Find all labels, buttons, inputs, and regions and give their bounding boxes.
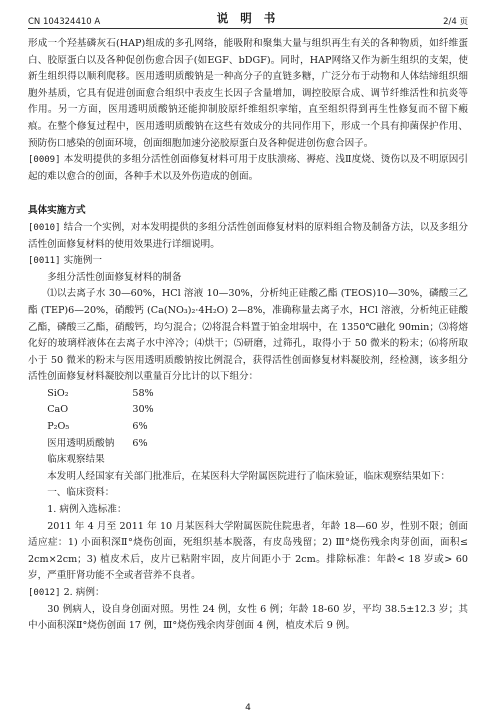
paragraph-number: [0010]: [28, 222, 61, 233]
paragraph-text: 实施例一: [63, 255, 102, 267]
clinical-intro: 本发明人经国家有关部门批准后，在某医科大学附属医院进行了临床验证，临床观察结果如下：: [47, 470, 451, 482]
section-heading: 具体实施方式: [28, 205, 86, 217]
cases-text: 30 例病人，设自身创面对照。男性 24 例，女性 6 例；年龄 18-60 岁，平均 38.5±12.3 岁；其中小面积深Ⅱ°烧伤创面 17 例，Ⅲ°烧伤残余肉芽创面 4 例，植皮术后 9 例。: [28, 603, 468, 632]
prep-text: ⑴以去离子水 30—60%，HCl 溶液 10—30%，分析纯正硅酸乙酯 (TEOS)10—30%，磷酸三乙酯 (TEP)6—20%，硝酸钙 (Ca(NO₃)₂·4H₂O) 2—8%，准确称量去离子水，HCl 溶液，分析纯正硅酸乙酯，磷酸三乙酯，硝酸钙，均匀混合；⑵将混合料置于铂金坩埚中，在 1350℃融化 90min；⑶将熔化好的玻璃样液体在去离子水中淬冷；⑷烘干；⑸研磨，过筛孔，取得小于 50 微米的粉末；⑹将所取小于 50 微米的粉末与医用透明质酸钠按比例混合，获得活性创面修复材料凝胶剂，经检测，该多组分活性创面修复材料凝胶剂以重量百分比计的以下组分：: [28, 288, 468, 383]
component-name: P₂O₅: [47, 421, 70, 433]
paragraph-text: 2. 病例：: [63, 587, 105, 598]
composition-table: [47, 386, 153, 452]
paragraph-0011: [28, 253, 468, 270]
prep-title: 多组分活性创面修复材料的制备: [47, 271, 182, 283]
spacer: [28, 185, 468, 194]
composition-row: [47, 436, 153, 453]
component-name: 医用透明质酸钠: [47, 437, 115, 449]
clinical-title: 临床观察结果: [47, 454, 105, 466]
composition-row: [47, 386, 153, 403]
clinical-data-heading: 一、临床资料：: [47, 487, 115, 499]
page-indicator: 2/4 页: [443, 17, 468, 27]
case-selection-text: 2011 年 4 月至 2011 年 10 月某医科大学附属医院住院患者，年龄 18—60 岁，性别不限；创面适应症：1) 小面积深Ⅱ°烧伤创面，死组织基本脱落，有皮岛残留；2) Ⅲ°烧伤残余肉芽创面，面积≤ 2cm×2cm；3) 植皮术后，皮片已粘附牢固，皮片间距小于 2cm。排除标准：年龄< 18 岁或> 60 岁，严重肝肾功能不全或者营养不良者。: [28, 520, 468, 582]
paragraph-text: 本发明提供的多组分活性创面修复材料可用于皮肤溃疡、褥疮、浅Ⅱ度烧、烫伤以及不明原因引起的难以愈合的创面，各种手术以及外伤造成的创面。: [28, 154, 468, 182]
paragraph-continued: 形成一个羟基磷灰石(HAP)组成的多孔网络，能吸附和聚集大量与组织再生有关的各种物质，如纤维蛋白、胶原蛋白以及各种促创伤愈合因子(如EGF、bDGF)。同时，HAP网络又作为新生组织的支架，使新生组织得以顺利爬移。医用透明质酸钠是一种高分子的直链多糖，广泛分布于动物和人体结缔组织细胞外基质，它具有促进创面愈合组织中表皮生长因子含量增加，调控胶原合成、调节纤维活性和抗炎等作用。另一方面，医用透明质酸钠还能抑制胶原纤维组织挛缩，直至组织得到再生性修复而不留下瘢痕。在整个修复过程中，医用透明质酸钠在这些有效成分的共同作用下，形成一个具有抑菌保护作用、预防伤口感染的创面环境，创面细胞加速分泌胶原蛋白及各种促进创伤愈合因子。: [28, 38, 468, 149]
component-value: 6%: [132, 421, 148, 433]
page-header: [28, 10, 468, 29]
paragraph-0012: [28, 585, 468, 602]
paragraph-number: [0011]: [28, 256, 61, 267]
component-value: 58%: [132, 387, 154, 399]
patent-number: CN 104324410 A: [28, 17, 101, 27]
component-name: SiO₂: [47, 387, 69, 399]
paragraph-0010: [28, 220, 468, 253]
document-title: 说 明 书: [216, 11, 280, 25]
page-number: 4: [245, 703, 251, 713]
paragraph-number: [0012]: [28, 588, 61, 598]
component-value: 30%: [132, 404, 154, 416]
paragraph-text: 结合一个实例，对本发明提供的多组分活性创面修复材料的原料组合物及制备方法，以及多组分活性创面修复材料的使用效果进行详细说明。: [28, 221, 468, 250]
component-name: CaO: [47, 404, 69, 416]
page-body: [28, 36, 468, 635]
case-selection-heading: 1. 病例入选标准：: [47, 504, 127, 516]
composition-row: [47, 402, 153, 419]
composition-row: [47, 419, 153, 436]
paragraph-0009: [28, 152, 468, 185]
component-value: 6%: [132, 437, 148, 449]
paragraph-number: [0009]: [28, 155, 61, 166]
